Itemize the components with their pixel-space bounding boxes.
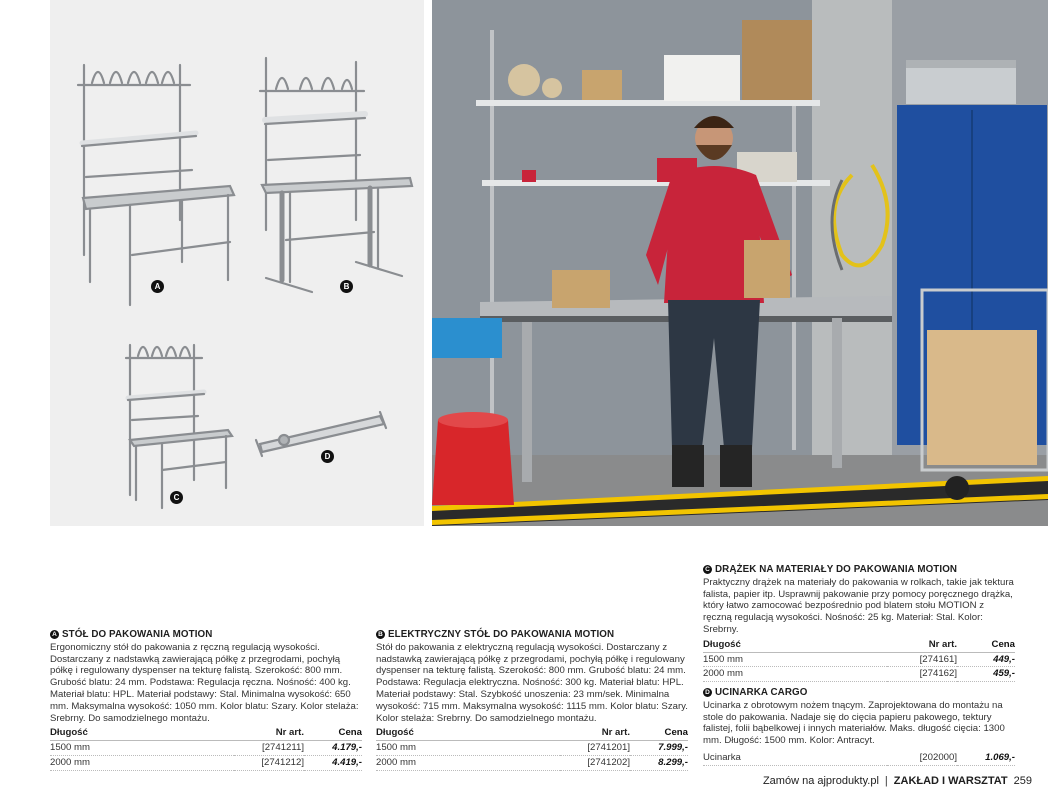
table-row	[50, 741, 362, 756]
row-price: 449,-	[957, 652, 1015, 667]
badge-d: D	[321, 450, 334, 463]
badge-a: A	[151, 280, 164, 293]
row-art-number: [2741211]	[234, 741, 304, 756]
col-art-header: Nr art.	[887, 638, 957, 652]
table-header-row	[50, 726, 362, 740]
table-row	[703, 652, 1015, 667]
row-length: 2000 mm	[376, 755, 560, 770]
product-a-description: Ergonomiczny stół do pakowania z ręczną regulacją wysokości. Dostarczany z nadstawką zawierającą półkę z przegrodami, pochyłą półkę i regulowany dyspenser na tekturę falistą. Szerokość: 800 mm. Grubość blatu: 24 mm. Podstawa: Regulacja ręczna. Nośność: 400 kg. Materiał blatu: HPL. Materiał podstawy: Stal. Minimalna wysokość: 650 mm. Maksymalna wysokość: 1050 mm. Kolor blatu: Szary. Kolor stelaża: Srebrny. Do samodzielnego montażu.	[50, 641, 359, 724]
product-a-block	[50, 629, 362, 771]
page-footer	[763, 775, 1032, 787]
table-header-row	[703, 638, 1015, 652]
table-row	[50, 755, 362, 770]
product-a-badge: A	[50, 630, 59, 639]
row-price: 459,-	[957, 667, 1015, 682]
table-row	[376, 755, 688, 770]
table-a-illustration	[78, 65, 234, 305]
footer-separator: |	[884, 775, 888, 787]
product-b-table	[376, 726, 688, 770]
product-images-panel	[50, 0, 424, 526]
col-length-header: Długość	[376, 726, 560, 740]
page-number: 259	[1013, 775, 1032, 787]
row-price: 4.419,-	[304, 755, 362, 770]
row-length: 2000 mm	[50, 755, 234, 770]
col-art-header: Nr art.	[560, 726, 630, 740]
col-length-header: Długość	[703, 638, 887, 652]
row-price: 1.069,-	[957, 751, 1015, 765]
product-d-badge: D	[703, 688, 712, 697]
badge-b: B	[340, 280, 353, 293]
col-price-header: Cena	[304, 726, 362, 740]
product-c-title: DRĄŻEK NA MATERIAŁY DO PAKOWANIA MOTION	[715, 564, 958, 575]
row-price: 7.999,-	[630, 741, 688, 756]
table-row	[703, 667, 1015, 682]
row-length: 1500 mm	[703, 652, 887, 667]
product-c-description: Praktyczny drążek na materiały do pakowania w rolkach, takie jak tektura falista, papier itp. Usprawnij pakowanie przy pomocy poręcznego drążka, który łatwo zamocować bezpośrednio pod blatem stołu MOTION z ręczną regulacją wysokości. Nośność: 25 kg. Materiał: Stal. Kolor: Srebrny.	[703, 576, 1014, 635]
row-art-number: [274162]	[887, 667, 957, 682]
table-row	[376, 741, 688, 756]
scene-illustration	[432, 0, 1048, 526]
row-name: Ucinarka	[703, 751, 887, 765]
row-price: 4.179,-	[304, 741, 362, 756]
col-length-header: Długość	[50, 726, 234, 740]
product-d-table	[703, 751, 1015, 766]
dispenser-d-illustration	[256, 412, 386, 456]
table-row	[703, 751, 1015, 765]
product-a-title: STÓŁ DO PAKOWANIA MOTION	[62, 629, 213, 640]
product-a-table	[50, 726, 362, 770]
product-drawings	[50, 0, 424, 526]
row-art-number: [202000]	[887, 751, 957, 765]
table-header-row	[376, 726, 688, 740]
product-d-title: UCINARKA CARGO	[715, 687, 808, 698]
product-d-description: Ucinarka z obrotowym nożem tnącym. Zaprojektowana do montażu na stole do pakowania. Nadaje się do cięcia papieru pakowego, tektury falistej, folii bąbelkowej i innych materiałów. Maks. długość cięcia: 1300 mm. Długość: 1500 mm. Kolor: Antracyt.	[703, 699, 1005, 747]
product-b-title: ELEKTRYCZNY STÓŁ DO PAKOWANIA MOTION	[388, 629, 615, 640]
product-b-badge: B	[376, 630, 385, 639]
row-length: 2000 mm	[703, 667, 887, 682]
row-length: 1500 mm	[50, 741, 234, 756]
row-art-number: [2741212]	[234, 755, 304, 770]
col-price-header: Cena	[630, 726, 688, 740]
product-d-block	[703, 687, 1015, 766]
row-length: 1500 mm	[376, 741, 560, 756]
product-c-badge: C	[703, 565, 712, 574]
table-c-illustration	[126, 345, 232, 508]
footer-section: ZAKŁAD I WARSZTAT	[893, 775, 1008, 787]
product-c-table	[703, 638, 1015, 682]
table-b-illustration	[260, 58, 412, 292]
row-art-number: [274161]	[887, 652, 957, 667]
packing-station-photo	[432, 0, 1048, 526]
row-art-number: [2741202]	[560, 755, 630, 770]
product-c-block	[703, 564, 1015, 682]
footer-site-link[interactable]: Zamów na ajprodukty.pl	[762, 775, 879, 787]
product-b-description: Stół do pakowania z elektryczną regulacją wysokości. Dostarczany z nadstawką zawierającą półkę z przegrodami, pochyłą półkę i regulowany dyspenser na tekturę falistą. Szerokość: 800 mm. Grubość blatu: 24 mm. Podstawa: Regulacja elektryczna. Nośność: 300 kg. Materiał blatu: HPL. Materiał podstawy: Stal. Szybkość unoszenia: 23 mm/sek. Minimalna wysokość: 715 mm. Maksymalna wysokość: 1115 mm. Kolor blatu: Szary. Kolor stelaża: Srebrny. Do samodzielnego montażu.	[376, 641, 688, 724]
badge-c: C	[170, 491, 183, 504]
product-b-block	[376, 629, 688, 771]
col-art-header: Nr art.	[234, 726, 304, 740]
row-art-number: [2741201]	[560, 741, 630, 756]
row-price: 8.299,-	[630, 755, 688, 770]
col-price-header: Cena	[957, 638, 1015, 652]
